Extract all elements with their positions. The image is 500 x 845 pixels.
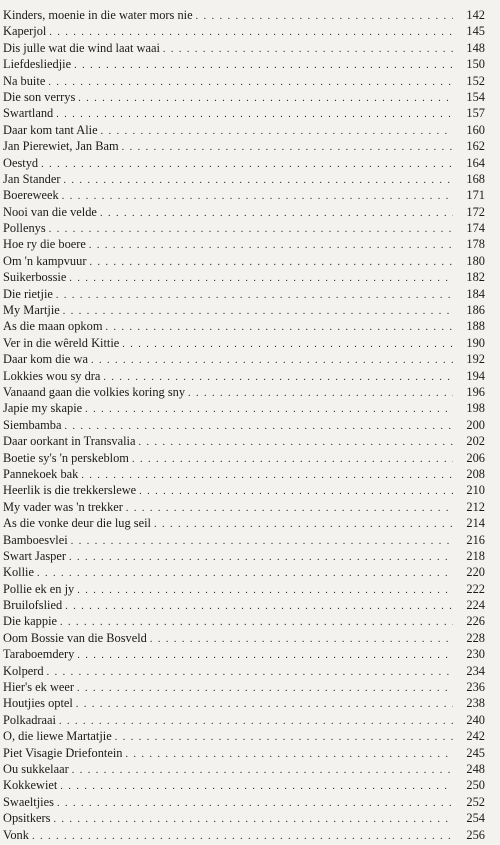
entry-page-number: 254: [466, 811, 485, 826]
entry-page-number: 162: [466, 139, 485, 154]
entry-title: Swartland: [3, 106, 54, 121]
toc-entry: [3, 450, 485, 466]
entry-title: My vader was 'n trekker: [3, 499, 123, 514]
entry-title: Jan Stander: [3, 171, 61, 186]
entry-title: Kollie: [3, 565, 34, 580]
entry-title: Dis julle wat die wind laat waai: [3, 40, 160, 55]
entry-page-number: 234: [466, 663, 485, 678]
toc-entry: [3, 499, 485, 515]
entry-page-number: 202: [466, 434, 485, 449]
entry-title: Jan Pierewiet, Jan Bam: [3, 139, 119, 154]
dot-leader: [125, 747, 453, 763]
entry-title: Oom Bossie van die Bosveld: [3, 630, 147, 645]
entry-title: Ou sukkelaar: [3, 761, 69, 776]
dot-leader: [69, 271, 453, 287]
entry-page-number: 214: [466, 516, 485, 531]
entry-page-number: 250: [466, 778, 485, 793]
entry-page-number: 168: [466, 171, 485, 186]
entry-page-number: 180: [466, 253, 485, 268]
toc-entry: [3, 351, 485, 367]
entry-page-number: 174: [466, 221, 485, 236]
toc-entry: [3, 597, 485, 613]
dot-leader: [91, 353, 453, 369]
toc-entry: [3, 105, 485, 121]
toc-entry: [3, 794, 485, 810]
dot-leader: [81, 468, 453, 484]
dot-leader: [69, 550, 453, 566]
entry-page-number: 245: [466, 745, 485, 760]
entry-title: Daar kom tant Alie: [3, 122, 98, 137]
entry-page-number: 248: [466, 761, 485, 776]
entry-title: Polkadraai: [3, 712, 56, 727]
toc-entry: [3, 400, 485, 416]
toc-entry: [3, 89, 485, 105]
toc-entry: [3, 318, 485, 334]
entry-page-number: 182: [466, 270, 485, 285]
entry-page-number: 157: [466, 106, 485, 121]
dot-leader: [154, 517, 453, 533]
toc-entry: [3, 728, 485, 744]
entry-title: Ver in die wêreld Kittie: [3, 335, 120, 350]
dot-leader: [150, 632, 453, 648]
entry-page-number: 198: [466, 401, 485, 416]
entry-title: Pollie ek en jy: [3, 581, 75, 596]
dot-leader: [77, 583, 453, 599]
entry-page-number: 230: [466, 647, 485, 662]
entry-title: Swart Jasper: [3, 548, 66, 563]
entry-page-number: 164: [466, 155, 485, 170]
dot-leader: [54, 812, 454, 828]
entry-title: Heerlik is die trekkerslewe: [3, 483, 137, 498]
entry-page-number: 186: [466, 303, 485, 318]
entry-title: Oestyd: [3, 155, 39, 170]
toc-entry: [3, 204, 485, 220]
toc-entry: [3, 548, 485, 564]
toc-entry: [3, 564, 485, 580]
dot-leader: [139, 435, 454, 451]
toc-entry: [3, 417, 485, 433]
entry-page-number: 154: [466, 89, 485, 104]
entry-title: Hier's ek weer: [3, 680, 75, 695]
entry-title: My Martjie: [3, 303, 60, 318]
entry-page-number: 222: [466, 581, 485, 596]
dot-leader: [76, 697, 453, 713]
entry-title: Vanaand gaan die volkies koring sny: [3, 384, 186, 399]
toc-entry: [3, 187, 485, 203]
entry-page-number: 210: [466, 483, 485, 498]
entry-page-number: 228: [466, 630, 485, 645]
toc-entry: [3, 335, 485, 351]
entry-title: Houtjies optel: [3, 696, 73, 711]
dot-leader: [89, 238, 453, 254]
toc-entry: [3, 810, 485, 826]
entry-title: Nooi van die velde: [3, 204, 97, 219]
dot-leader: [122, 140, 453, 156]
entry-title: Lokkies wou sy dra: [3, 368, 101, 383]
dot-leader: [77, 648, 453, 664]
entry-title: As die maan opkom: [3, 319, 103, 334]
entry-title: Kaperjol: [3, 24, 47, 39]
toc-entry: [3, 220, 485, 236]
toc-entry: [3, 286, 485, 302]
dot-leader: [47, 665, 453, 681]
entry-title: Kinders, moenie in die water mors nie: [3, 8, 193, 22]
entry-title: Pannekoek bak: [3, 466, 79, 481]
toc-entry: [3, 515, 485, 531]
dot-leader: [32, 829, 453, 845]
dot-leader: [72, 763, 453, 779]
toc-entry: [3, 581, 485, 597]
entry-title: Die kappie: [3, 614, 58, 629]
toc-entry: [3, 761, 485, 777]
entry-title: Daar kom die wa: [3, 352, 88, 367]
entry-title: Daar oorkant in Transvalia: [3, 434, 136, 449]
dot-leader: [56, 288, 453, 304]
entry-title: Na buite: [3, 73, 46, 88]
entry-page-number: 196: [466, 384, 485, 399]
toc-entry: [3, 827, 485, 843]
dot-leader: [78, 91, 453, 107]
toc-entry: [3, 122, 485, 138]
entry-page-number: 142: [466, 8, 485, 22]
entry-title: As die vonke deur die lug seil: [3, 516, 151, 531]
toc-entry: [3, 7, 485, 23]
entry-page-number: 145: [466, 24, 485, 39]
entry-page-number: 184: [466, 286, 485, 301]
entry-page-number: 172: [466, 204, 485, 219]
dot-leader: [48, 75, 453, 91]
entry-page-number: 226: [466, 614, 485, 629]
dot-leader: [105, 320, 453, 336]
dot-leader: [59, 714, 453, 730]
toc-entry: [3, 777, 485, 793]
dot-leader: [63, 304, 453, 320]
toc-entry: [3, 171, 485, 187]
toc-entry: [3, 433, 485, 449]
dot-leader: [196, 9, 453, 25]
dot-leader: [89, 255, 453, 271]
entry-page-number: 150: [466, 57, 485, 72]
entry-title: Om 'n kampvuur: [3, 253, 87, 268]
toc-entry: [3, 646, 485, 662]
dot-leader: [60, 779, 453, 795]
entry-title: Opsitkers: [3, 811, 51, 826]
entry-title: Boetie sy's 'n perskeblom: [3, 450, 129, 465]
entry-page-number: 178: [466, 237, 485, 252]
entry-page-number: 171: [466, 188, 485, 203]
entry-page-number: 238: [466, 696, 485, 711]
entry-title: Vonk: [3, 827, 29, 842]
entry-title: Bamboesvlei: [3, 532, 68, 547]
entry-page-number: 200: [466, 417, 485, 432]
toc-entry: [3, 155, 485, 171]
entry-page-number: 208: [466, 466, 485, 481]
toc-entry: [3, 630, 485, 646]
entry-page-number: 240: [466, 712, 485, 727]
dot-leader: [49, 222, 453, 238]
dot-leader: [62, 189, 453, 205]
entry-title: Kolperd: [3, 663, 44, 678]
toc-entry: [3, 482, 485, 498]
entry-title: Boereweek: [3, 188, 59, 203]
entry-page-number: 252: [466, 794, 485, 809]
entry-title: O, die liewe Martatjie: [3, 729, 112, 744]
dot-leader: [100, 206, 453, 222]
dot-leader: [65, 599, 453, 615]
toc-entry: [3, 73, 485, 89]
dot-leader: [188, 386, 453, 402]
entry-page-number: 256: [466, 827, 485, 842]
dot-leader: [115, 730, 453, 746]
entry-page-number: 190: [466, 335, 485, 350]
toc-entry: [3, 23, 485, 39]
entry-title: Japie my skapie: [3, 401, 83, 416]
entry-page-number: 236: [466, 680, 485, 695]
entry-title: Taraboemdery: [3, 647, 75, 662]
entry-page-number: 218: [466, 548, 485, 563]
entry-title: Bruilofslied: [3, 598, 63, 613]
dot-leader: [77, 681, 453, 697]
entry-title: Hoe ry die boere: [3, 237, 86, 252]
dot-leader: [85, 402, 453, 418]
entry-page-number: 220: [466, 565, 485, 580]
toc-entry: [3, 368, 485, 384]
toc-entry: [3, 695, 485, 711]
entry-page-number: 224: [466, 598, 485, 613]
entry-title: Swaeltjies: [3, 794, 54, 809]
toc-entry: [3, 712, 485, 728]
entry-title: Piet Visagie Driefontein: [3, 745, 123, 760]
dot-leader: [63, 173, 453, 189]
entry-page-number: 216: [466, 532, 485, 547]
entry-page-number: 160: [466, 122, 485, 137]
table-of-contents: [3, 7, 485, 843]
dot-leader: [71, 534, 453, 550]
entry-title: Kokkewiet: [3, 778, 58, 793]
dot-leader: [57, 796, 453, 812]
toc-entry: [3, 253, 485, 269]
toc-entry: [3, 532, 485, 548]
entry-title: Liefdesliedjie: [3, 57, 72, 72]
entry-page-number: 148: [466, 40, 485, 55]
dot-leader: [163, 42, 453, 58]
toc-entry: [3, 56, 485, 72]
toc-entry: [3, 663, 485, 679]
entry-title: Pollenys: [3, 221, 46, 236]
toc-entry: [3, 302, 485, 318]
dot-leader: [122, 337, 453, 353]
dot-leader: [74, 58, 453, 74]
dot-leader: [101, 124, 453, 140]
dot-leader: [126, 501, 453, 517]
dot-leader: [41, 157, 453, 173]
toc-entry: [3, 138, 485, 154]
dot-leader: [56, 107, 453, 123]
toc-entry: [3, 613, 485, 629]
entry-title: Die rietjie: [3, 286, 53, 301]
toc-entry: [3, 40, 485, 56]
dot-leader: [132, 452, 453, 468]
entry-page-number: 188: [466, 319, 485, 334]
entry-page-number: 152: [466, 73, 485, 88]
toc-entry: [3, 384, 485, 400]
entry-title: Siembamba: [3, 417, 62, 432]
entry-title: Suikerbossie: [3, 270, 67, 285]
toc-entry: [3, 269, 485, 285]
toc-entry: [3, 679, 485, 695]
dot-leader: [37, 566, 453, 582]
dot-leader: [139, 484, 453, 500]
entry-page-number: 194: [466, 368, 485, 383]
entry-page-number: 242: [466, 729, 485, 744]
entry-page-number: 212: [466, 499, 485, 514]
entry-page-number: 192: [466, 352, 485, 367]
entry-page-number: 206: [466, 450, 485, 465]
entry-title: Die son verrys: [3, 89, 76, 104]
toc-entry: [3, 236, 485, 252]
toc-entry: [3, 745, 485, 761]
toc-entry: [3, 466, 485, 482]
